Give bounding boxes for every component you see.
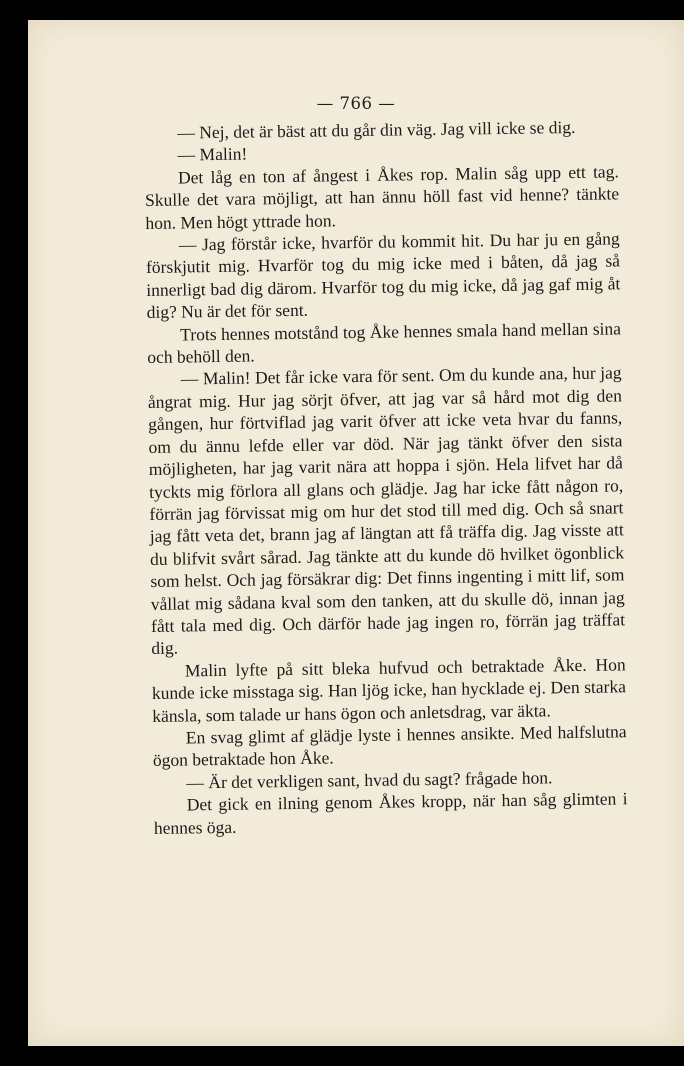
page-text: [144, 115, 628, 839]
paragraph: — Malin! Det får icke vara för sent. Om du kunde ana, hur jag ångrat mig. Hur jag sörjt öfver, att jag var så hård mot dig den gången, hur förtviflad jag varit öfver att icke veta hvar du fanns, om du ännu lefde eller var död. När jag tänkt öfver den sista möjligheten, har jag varit nära att hoppa i sjön. Hela lifvet har då tyckts mig förlora all glans och glädje. Jag har icke fått någon ro, förrän jag förvissat mig om hur det stod till med dig. Och så snart jag fått veta det, brann jag af längtan att få träffa dig. Jag visste att du blifvit svårt sårad. Jag tänkte att du kunde dö hvilket ögonblick som helst. Och jag försäkrar dig: Det finns ingenting i mitt lif, som vållat mig sådana kval som den tanken, att du skulle dö, innan jag fått tala med dig. Och därför hade jag ingen ro, förrän jag träffat dig.: [147, 362, 626, 659]
paragraph: — Nej, det är bäst att du går din väg. Jag vill icke se dig.: [177, 116, 576, 143]
page-number: — 766 —: [316, 94, 396, 113]
paragraph: — Är det verkligen sant, hvad du sagt? frågade hon.: [186, 767, 553, 793]
book-page: [28, 20, 684, 1046]
paragraph: — Jag förstår icke, hvarför du kommit hit. Du har ju en gång förskjutit mig. Hvarför tog du mig icke med i båten, då jag så innerligt bad dig därom. Hvarför tog du mig icke, då jag gaf mig åt dig? Nu är det för sent.: [145, 228, 621, 323]
paragraph: Det låg en ton af ångest i Åkes rop. Malin såg upp ett tag. Skulle det vara möjligt, att han ännu höll fast vid henne? tänkte hon. Men högt yttrade hon.: [144, 161, 620, 233]
paragraph: Trots hennes motstånd tog Åke hennes smala hand mellan sina och behöll den.: [147, 318, 622, 368]
paragraph: — Malin!: [177, 143, 248, 165]
paragraph: Det gick en ilning genom Åkes kropp, när han såg glimten i hennes öga.: [153, 788, 628, 838]
paragraph: Malin lyfte på sitt bleka hufvud och betraktade Åke. Hon kunde icke misstaga sig. Han ljög icke, han hycklade ej. Den starka känsla, som talade ur hans ögon och anletsdrag, var äkta.: [151, 654, 627, 726]
paragraph: En svag glimt af glädje lyste i hennes ansikte. Med halfslutna ögon betraktade hon Åke.: [152, 721, 627, 771]
